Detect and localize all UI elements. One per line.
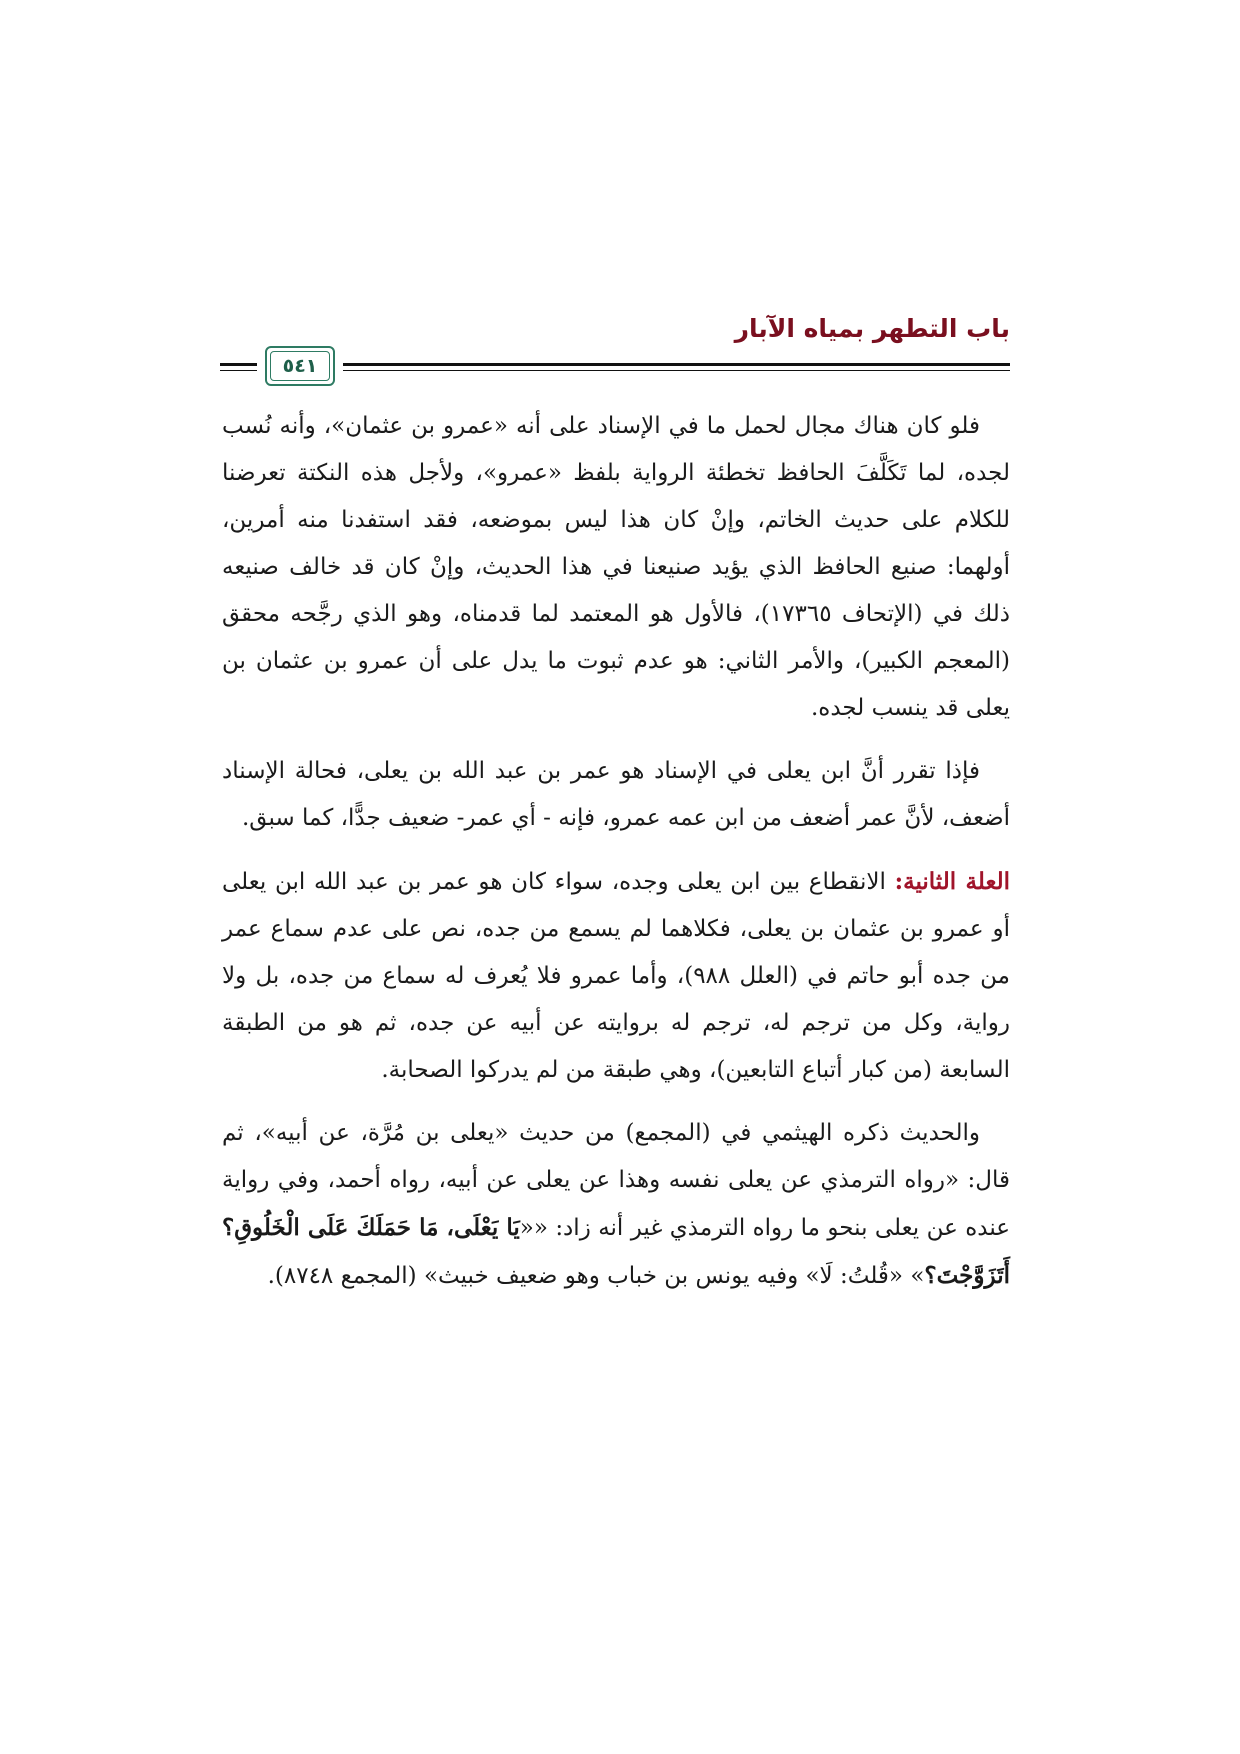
body-text bbox=[222, 403, 1010, 1316]
paragraph-4-text-c: » «قُلتُ: لَا» وفيه يونس بن خباب وهو ضعيف خبيث» (المجمع ٨٧٤٨). bbox=[267, 1263, 925, 1289]
paragraph-3-text: الانقطاع بين ابن يعلى وجده، سواء كان هو عمر بن عبد الله ابن يعلى أو عمرو بن عثمان بن يعلى، فكلاهما لم يسمع من جده، نص على عدم سماع عمر من جده أبو حاتم في (العلل ٩٨٨)، وأما عمرو فلا يُعرف له سماع من جده، بل ولا رواية، وكل من ترجم له، ترجم له بروايته عن أبيه عن جده، ثم هو من الطبقة السابعة (من كبار أتباع التابعين)، وهي طبقة من لم يدركوا الصحابة. bbox=[222, 869, 1010, 1083]
hadith-quote: يَا يَعْلَى، مَا حَمَلَكَ عَلَى الْخَلُوقِ؟ أَتَزَوَّجْتَ؟ bbox=[222, 1214, 1010, 1289]
page-number-badge bbox=[265, 346, 335, 386]
page-header bbox=[220, 308, 1010, 388]
paragraph-3 bbox=[222, 858, 1010, 1094]
page-number: ٥٤١ bbox=[282, 355, 318, 377]
paragraph-4-text-a: والحديث ذكره الهيثمي في (المجمع) من حديث «يعلى بن مُرَّة، عن أبيه»، ثم قال: «رواه الترمذي عن يعلى نفسه وهذا عن يعلى عن أبيه، رواه أحمد، وفي رواية عنده عن يعلى بنحو ما رواه الترمذي غير أنه زاد: «« bbox=[222, 1120, 1010, 1241]
paragraph-4 bbox=[222, 1110, 1010, 1300]
second-defect-label: العلة الثانية: bbox=[894, 868, 1010, 895]
chapter-title: باب التطهر بمياه الآبار bbox=[734, 314, 1010, 343]
paragraph-1: فلو كان هناك مجال لحمل ما في الإسناد على أنه «عمرو بن عثمان»، وأنه نُسب لجده، لما تَكَلَّفَ الحافظ تخطئة الرواية بلفظ «عمرو»، ولأجل هذه النكتة تعرضنا للكلام على حديث الخاتم، وإنْ كان هذا ليس بموضعه، فقد استفدنا منه أمرين، أولهما: صنيع الحافظ الذي يؤيد صنيعنا في هذا الحديث، وإنْ كان قد خالف صنيعه ذلك في (الإتحاف ١٧٣٦٥)، فالأول هو المعتمد لما قدمناه، وهو الذي رجَّحه محقق (المعجم الكبير)، والأمر الثاني: هو عدم ثبوت ما يدل على أن عمرو بن عثمان بن يعلى قد ينسب لجده. bbox=[222, 413, 1011, 721]
paragraph-2: فإذا تقرر أنَّ ابن يعلى في الإسناد هو عمر بن عبد الله بن يعلى، فحالة الإسناد أضعف، لأنَّ عمر أضعف من ابن عمه عمرو، فإنه - أي عمر- ضعيف جدًّا، كما سبق. bbox=[222, 758, 1010, 831]
